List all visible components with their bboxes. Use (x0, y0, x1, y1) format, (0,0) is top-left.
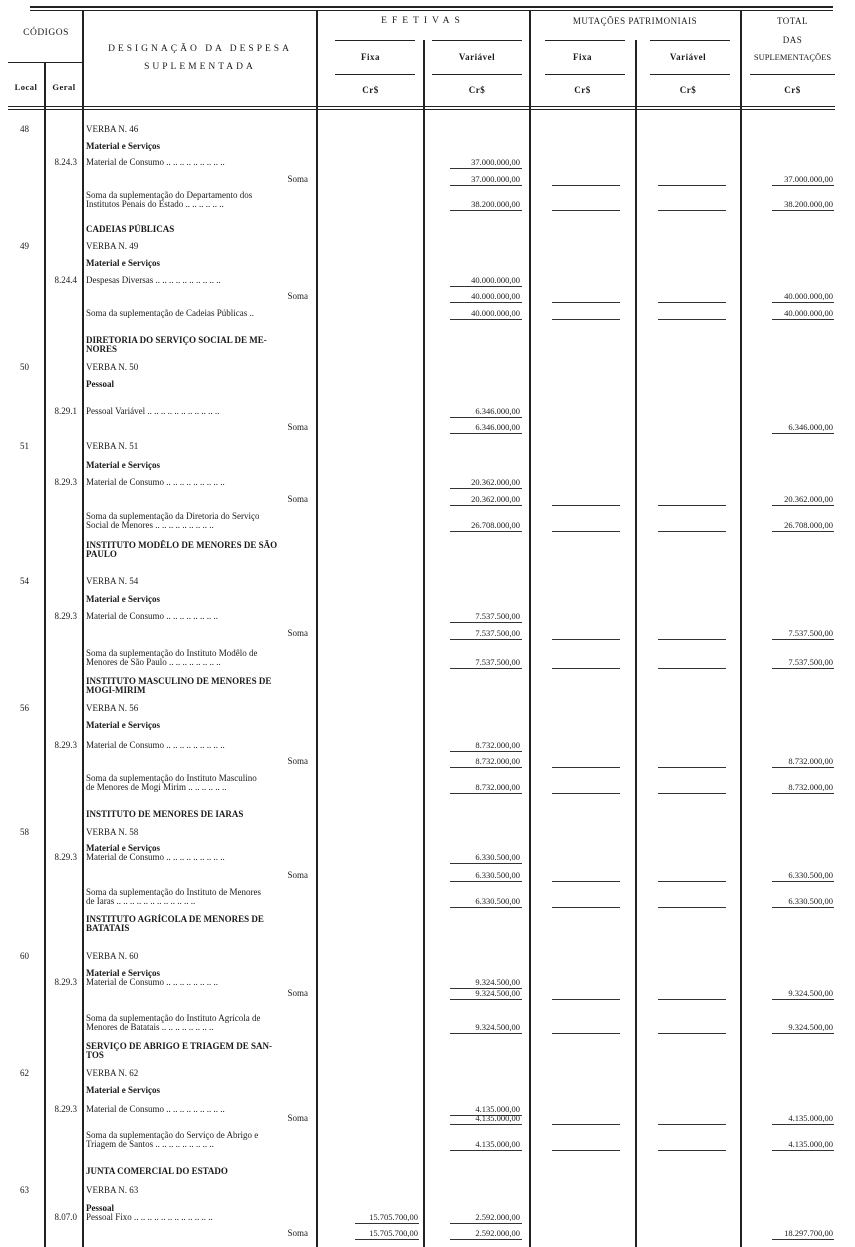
header-variavel-mutacoes: Variável (669, 52, 707, 62)
currency-total: Cr$ (784, 85, 801, 95)
row-value-total: 38.200.000,00 (784, 199, 833, 209)
blank-rule-mut-var (658, 185, 726, 186)
row-heading: INSTITUTO AGRÍCOLA DE MENORES DE (86, 914, 264, 924)
row-value-variavel: 8.732.000,00 (475, 756, 520, 766)
rule2-b (432, 74, 522, 75)
header-fixa-mutacoes: Fixa (573, 52, 592, 62)
header-variavel: Variável (458, 52, 496, 62)
header-bottom-rule2 (8, 109, 835, 110)
row-underline-variavel (450, 907, 522, 908)
row-underline-variavel (450, 433, 522, 434)
row-underline-variavel (450, 185, 522, 186)
row-underline-variavel (450, 881, 522, 882)
row-description: Soma da suplementação do Instituto de Menores (86, 887, 261, 897)
row-geral-code: 8.07.0 (54, 1212, 77, 1222)
row-value-variavel: 6.346.000,00 (475, 422, 520, 432)
blank-rule-mut-fixa (552, 319, 620, 320)
row-underline-total (772, 1124, 834, 1125)
row-local-code: 54 (20, 576, 29, 586)
row-value-variavel: 9.324.500,00 (475, 1022, 520, 1032)
row-underline-total (772, 793, 834, 794)
row-description: VERBA N. 50 (86, 362, 139, 372)
vline-fixa (423, 40, 425, 1247)
row-value-total: 26.708.000,00 (784, 520, 833, 530)
header-geral: Geral (52, 82, 76, 92)
row-value-total: 18.297.700,00 (784, 1228, 833, 1238)
row-heading: DIRETORIA DO SERVIÇO SOCIAL DE ME- (86, 335, 267, 345)
blank-rule-mut-var (658, 210, 726, 211)
row-description: Pessoal Variável .. .. .. .. .. .. .. .. .. .. .. (86, 406, 220, 416)
row-geral-code: 8.24.3 (54, 157, 77, 167)
row-underline-variavel (450, 488, 522, 489)
row-underline-total (772, 302, 834, 303)
row-description: de Iaras .. .. .. .. .. .. .. .. .. .. .. .. (86, 896, 196, 906)
header-mutacoes: MUTAÇÕES PATRIMONIAIS (572, 16, 698, 26)
row-description: Soma da suplementação de Cadeias Públicas .. (86, 308, 254, 318)
blank-rule-mut-fixa (552, 668, 620, 669)
row-geral-code: 8.29.3 (54, 477, 77, 487)
row-heading: INSTITUTO DE MENORES DE IARAS (86, 809, 244, 819)
row-value-total: 7.537.500,00 (788, 657, 833, 667)
row-description: Soma da suplementação do Serviço de Abrigo e (86, 1130, 259, 1140)
row-description: de Menores de Mogi Mirim .. .. .. .. .. .. (86, 782, 227, 792)
row-underline-variavel (450, 505, 522, 506)
row-value-total: 9.324.500,00 (788, 988, 833, 998)
blank-rule-mut-var (658, 881, 726, 882)
row-underline-variavel (450, 639, 522, 640)
row-underline-total (772, 767, 834, 768)
row-heading: TOS (86, 1050, 104, 1060)
currency-fixa-mutacoes: Cr$ (574, 85, 591, 95)
row-description: VERBA N. 54 (86, 576, 139, 586)
row-description: Despesas Diversas .. .. .. .. .. .. .. .. .. .. (86, 275, 221, 285)
row-value-variavel: 38.200.000,00 (471, 199, 520, 209)
row-value-variavel: 8.732.000,00 (475, 740, 520, 750)
row-description: Menores de São Paulo .. .. .. .. .. .. .. .. (86, 657, 221, 667)
row-value-variavel: 20.362.000,00 (471, 477, 520, 487)
blank-rule-mut-fixa (552, 1150, 620, 1151)
row-heading: SERVIÇO DE ABRIGO E TRIAGEM DE SAN- (86, 1041, 273, 1051)
row-underline-fixa (355, 1239, 419, 1240)
row-heading: MOGI-MIRIM (86, 685, 146, 695)
row-underline-variavel (450, 286, 522, 287)
row-underline-total (772, 1033, 834, 1034)
row-underline-fixa (355, 1223, 419, 1224)
row-heading: PAULO (86, 549, 117, 559)
row-underline-variavel (450, 751, 522, 752)
blank-rule-mut-fixa (552, 767, 620, 768)
row-underline-total (772, 319, 834, 320)
row-heading: JUNTA COMERCIAL DO ESTADO (86, 1166, 228, 1176)
row-description: Material de Consumo .. .. .. .. .. .. .. .. .. (86, 157, 225, 167)
row-local-code: 56 (20, 703, 29, 713)
currency-variavel: Cr$ (468, 85, 486, 95)
blank-rule-mut-var (658, 907, 726, 908)
vline-mut-fixa (635, 40, 637, 1247)
row-local-code: 58 (20, 827, 29, 837)
row-underline-total (772, 668, 834, 669)
row-value-variavel: 4.135.000,00 (475, 1139, 520, 1149)
row-value-variavel: 8.732.000,00 (475, 782, 520, 792)
header-suplementacoes: SUPLEMENTAÇÕES (753, 52, 832, 62)
row-local-code: 60 (20, 951, 29, 961)
header-local: Local (14, 82, 38, 92)
row-description: Pessoal Fixo .. .. .. .. .. .. .. .. .. .. .. .. (86, 1212, 213, 1222)
row-value-variavel: 4.135.000,00 (475, 1104, 520, 1114)
rule2-c (545, 74, 625, 75)
row-heading: Pessoal (86, 379, 114, 389)
row-underline-total (772, 639, 834, 640)
blank-rule-mut-fixa (552, 999, 620, 1000)
blank-rule-mut-var (658, 319, 726, 320)
header-codigos: CÓDIGOS (23, 28, 69, 38)
currency-fixa: Cr$ (362, 85, 379, 95)
row-value-variavel: 7.537.500,00 (475, 611, 520, 621)
row-underline-variavel (450, 999, 522, 1000)
row-geral-code: 8.24.4 (54, 275, 77, 285)
row-underline-total (772, 1150, 834, 1151)
header-das: DAS (782, 35, 803, 45)
rule-mut-var (650, 40, 730, 41)
row-heading: Material e Serviços (86, 258, 160, 268)
rule-codigos (8, 62, 84, 63)
vline-mutacoes (740, 10, 742, 1247)
blank-rule-mut-fixa (552, 793, 620, 794)
row-description: Menores de Batatais .. .. .. .. .. .. .. .. (86, 1022, 214, 1032)
row-description: VERBA N. 62 (86, 1068, 139, 1078)
row-heading: CADEIAS PÚBLICAS (86, 224, 175, 234)
blank-rule-mut-fixa (552, 1033, 620, 1034)
row-description: VERBA N. 51 (86, 441, 139, 451)
row-underline-variavel (450, 168, 522, 169)
row-value-total: 6.330.500,00 (788, 896, 833, 906)
blank-rule-mut-var (658, 1150, 726, 1151)
row-geral-code: 8.29.1 (54, 406, 77, 416)
row-value-variavel: 40.000.000,00 (471, 291, 520, 301)
row-soma-label: Soma (287, 870, 308, 880)
blank-rule-mut-fixa (552, 1124, 620, 1125)
rule2-d (650, 74, 730, 75)
row-heading: Material e Serviços (86, 594, 160, 604)
blank-rule-mut-var (658, 793, 726, 794)
row-value-variavel: 9.324.500,00 (475, 988, 520, 998)
row-underline-total (772, 881, 834, 882)
row-value-variavel: 9.324.500,00 (475, 977, 520, 987)
blank-rule-mut-fixa (552, 531, 620, 532)
row-description: Material de Consumo .. .. .. .. .. .. .. .. (86, 977, 218, 987)
blank-rule-mut-fixa (552, 185, 620, 186)
row-description: VERBA N. 46 (86, 124, 139, 134)
row-underline-total (772, 907, 834, 908)
row-heading: Pessoal (86, 1203, 114, 1213)
header-fixa: Fixa (361, 52, 380, 62)
row-soma-label: Soma (287, 1228, 308, 1238)
row-value-fixa: 15.705.700,00 (369, 1212, 418, 1222)
row-value-total: 4.135.000,00 (788, 1113, 833, 1123)
row-soma-label: Soma (287, 628, 308, 638)
row-underline-total (772, 999, 834, 1000)
blank-rule-mut-fixa (552, 210, 620, 211)
row-value-variavel: 20.362.000,00 (471, 494, 520, 504)
row-value-total: 20.362.000,00 (784, 494, 833, 504)
vline-local (44, 62, 46, 1247)
row-soma-label: Soma (287, 174, 308, 184)
rule-efetivas-fixa (335, 40, 415, 41)
row-heading: BATATAIS (86, 923, 130, 933)
blank-rule-mut-var (658, 668, 726, 669)
row-description: Soma da suplementação da Diretoria do Serviço (86, 511, 260, 521)
row-underline-variavel (450, 668, 522, 669)
currency-variavel-mutacoes: Cr$ (679, 85, 697, 95)
row-value-variavel: 6.346.000,00 (475, 406, 520, 416)
row-description: Soma da suplementação do Instituto Agrícola de (86, 1013, 261, 1023)
row-value-variavel: 6.330.500,00 (475, 852, 520, 862)
row-underline-total (772, 433, 834, 434)
row-local-code: 63 (20, 1185, 29, 1195)
vline-geral (82, 10, 84, 1247)
rule2-a (335, 74, 415, 75)
row-value-variavel: 37.000.000,00 (471, 174, 520, 184)
row-heading: INSTITUTO MASCULINO DE MENORES DE (86, 676, 272, 686)
row-value-variavel: 2.592.000,00 (475, 1212, 520, 1222)
row-value-total: 8.732.000,00 (788, 756, 833, 766)
top-rule-thin (30, 10, 833, 11)
rule2-e (750, 74, 835, 75)
row-value-variavel: 4.135.000,00 (475, 1113, 520, 1123)
row-soma-label: Soma (287, 756, 308, 766)
row-value-total: 8.732.000,00 (788, 782, 833, 792)
row-underline-total (772, 210, 834, 211)
row-description: Soma da suplementação do Instituto Masculino (86, 773, 257, 783)
row-description: VERBA N. 63 (86, 1185, 139, 1195)
header-bottom-rule (8, 106, 835, 107)
row-geral-code: 8.29.3 (54, 977, 77, 987)
row-underline-variavel (450, 1033, 522, 1034)
row-description: Material de Consumo .. .. .. .. .. .. .. .. (86, 611, 218, 621)
row-underline-total (772, 185, 834, 186)
row-underline-variavel (450, 417, 522, 418)
row-local-code: 50 (20, 362, 29, 372)
row-value-total: 6.346.000,00 (788, 422, 833, 432)
header-designacao: DESIGNAÇÃO DA DESPESA (108, 44, 292, 54)
row-value-variavel: 6.330.500,00 (475, 896, 520, 906)
row-heading: Material e Serviços (86, 720, 160, 730)
row-soma-label: Soma (287, 494, 308, 504)
row-heading: Material e Serviços (86, 141, 160, 151)
blank-rule-mut-fixa (552, 302, 620, 303)
row-value-total: 7.537.500,00 (788, 628, 833, 638)
row-local-code: 49 (20, 241, 29, 251)
rule-mut-fixa (545, 40, 625, 41)
row-geral-code: 8.29.3 (54, 1104, 77, 1114)
row-value-variavel: 26.708.000,00 (471, 520, 520, 530)
row-geral-code: 8.29.3 (54, 852, 77, 862)
row-value-fixa: 15.705.700,00 (369, 1228, 418, 1238)
row-description: VERBA N. 49 (86, 241, 139, 251)
row-description: VERBA N. 56 (86, 703, 139, 713)
row-soma-label: Soma (287, 422, 308, 432)
row-underline-variavel (450, 767, 522, 768)
row-description: Institutos Penais do Estado .. .. .. .. .. .. (86, 199, 224, 209)
row-value-variavel: 6.330.500,00 (475, 870, 520, 880)
blank-rule-mut-fixa (552, 907, 620, 908)
row-underline-total (772, 531, 834, 532)
row-heading: NORES (86, 344, 118, 354)
vline-efetivas (529, 10, 531, 1247)
row-description: Material de Consumo .. .. .. .. .. .. .. .. .. (86, 477, 225, 487)
row-heading: Material e Serviços (86, 460, 160, 470)
row-local-code: 62 (20, 1068, 29, 1078)
row-underline-variavel (450, 531, 522, 532)
row-underline-variavel (450, 1223, 522, 1224)
row-description: Social de Menores .. .. .. .. .. .. .. .. .. (86, 520, 214, 530)
row-underline-variavel (450, 302, 522, 303)
row-value-total: 40.000.000,00 (784, 291, 833, 301)
row-description: Triagem de Santos .. .. .. .. .. .. .. .. .. (86, 1139, 214, 1149)
rule-efetivas-var (432, 40, 522, 41)
row-value-variavel: 37.000.000,00 (471, 157, 520, 167)
row-underline-variavel (450, 1239, 522, 1240)
row-underline-variavel (450, 863, 522, 864)
row-geral-code: 8.29.3 (54, 611, 77, 621)
row-underline-total (772, 1239, 834, 1240)
row-underline-variavel (450, 1150, 522, 1151)
row-description: Material de Consumo .. .. .. .. .. .. .. .. .. (86, 852, 225, 862)
row-underline-total (772, 505, 834, 506)
header-efetivas: EFETIVAS (381, 16, 465, 26)
row-soma-label: Soma (287, 291, 308, 301)
row-value-variavel: 40.000.000,00 (471, 308, 520, 318)
blank-rule-mut-var (658, 767, 726, 768)
blank-rule-mut-fixa (552, 639, 620, 640)
row-value-total: 6.330.500,00 (788, 870, 833, 880)
blank-rule-mut-var (658, 302, 726, 303)
blank-rule-mut-var (658, 1124, 726, 1125)
blank-rule-mut-var (658, 999, 726, 1000)
blank-rule-mut-fixa (552, 881, 620, 882)
header-total: TOTAL (776, 16, 809, 26)
row-value-total: 4.135.000,00 (788, 1139, 833, 1149)
row-description: VERBA N. 58 (86, 827, 139, 837)
row-underline-variavel (450, 210, 522, 211)
row-soma-label: Soma (287, 1113, 308, 1123)
row-soma-label: Soma (287, 988, 308, 998)
row-description: VERBA N. 60 (86, 951, 139, 961)
blank-rule-mut-var (658, 639, 726, 640)
row-heading: Material e Serviços (86, 1085, 160, 1095)
row-description: Soma da suplementação do Departamento dos (86, 190, 253, 200)
row-underline-variavel (450, 622, 522, 623)
row-heading: Material e Serviços (86, 968, 160, 978)
row-underline-variavel (450, 793, 522, 794)
row-value-variavel: 40.000.000,00 (471, 275, 520, 285)
row-description: Material de Consumo .. .. .. .. .. .. .. .. .. (86, 1104, 225, 1114)
blank-rule-mut-var (658, 1033, 726, 1034)
row-value-variavel: 7.537.500,00 (475, 657, 520, 667)
row-description: Material de Consumo .. .. .. .. .. .. .. .. .. (86, 740, 225, 750)
blank-rule-mut-var (658, 505, 726, 506)
row-geral-code: 8.29.3 (54, 740, 77, 750)
row-local-code: 51 (20, 441, 29, 451)
row-value-variavel: 2.592.000,00 (475, 1228, 520, 1238)
row-heading: Material e Serviços (86, 843, 160, 853)
row-value-variavel: 7.537.500,00 (475, 628, 520, 638)
row-local-code: 48 (20, 124, 29, 134)
top-rule (30, 6, 833, 8)
row-heading: INSTITUTO MODÊLO DE MENORES DE SÃO (86, 540, 278, 550)
row-value-total: 9.324.500,00 (788, 1022, 833, 1032)
blank-rule-mut-var (658, 531, 726, 532)
row-description: Soma da suplementação do Instituto Modêlo de (86, 648, 258, 658)
row-underline-variavel (450, 1124, 522, 1125)
row-underline-variavel (450, 319, 522, 320)
row-value-total: 37.000.000,00 (784, 174, 833, 184)
blank-rule-mut-fixa (552, 505, 620, 506)
row-value-total: 40.000.000,00 (784, 308, 833, 318)
header-suplementada: SUPLEMENTADA (144, 62, 256, 72)
vline-designacao (316, 10, 318, 1247)
